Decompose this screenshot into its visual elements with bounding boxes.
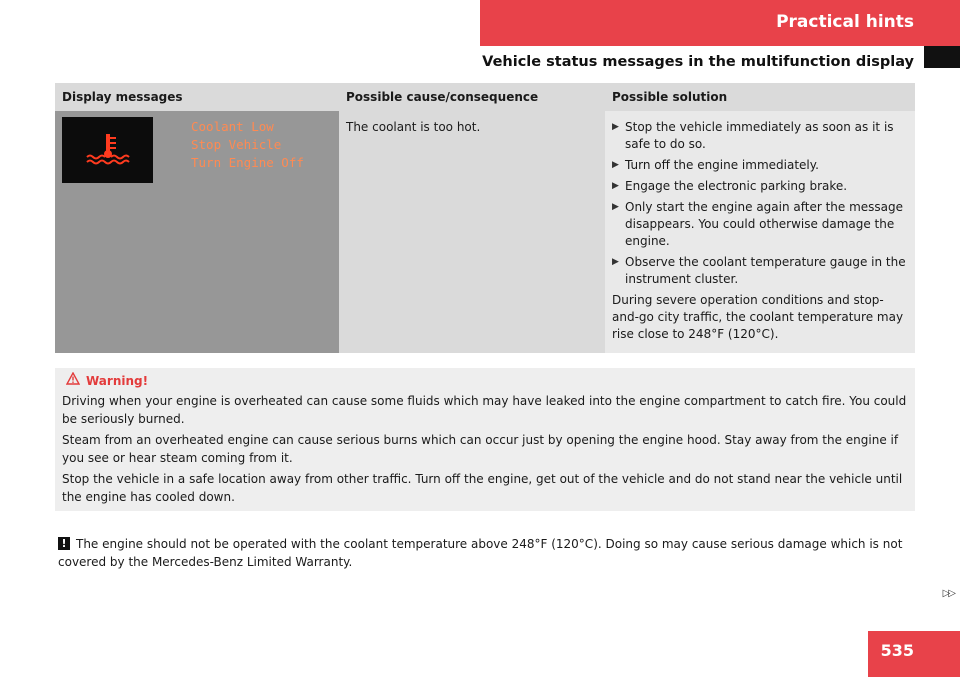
bullet-arrow-icon: ▶ [612,181,619,191]
solution-item [612,199,908,250]
warning-heading [62,372,908,390]
page-number-box [868,631,960,677]
header-possible-solution: Possible solution [605,83,915,111]
cause-cell [339,111,605,353]
solution-item [612,254,908,288]
header-bar [480,0,960,46]
solution-item [612,178,908,195]
display-line: Stop Vehicle [191,137,282,152]
warning-box [55,368,915,511]
header-display-messages: Display messages [55,83,339,111]
warning-paragraph: Driving when your engine is overheated can cause some fluids which may have leaked into the engine compartment to catch fire. You could be seriously burned. [62,394,907,426]
solution-item [612,119,908,153]
page-number: 535 [880,641,914,660]
solution-cell [605,111,915,353]
bullet-arrow-icon: ▶ [612,160,619,170]
caution-note [58,535,914,571]
solution-text: Turn off the engine immediately. [625,158,819,172]
table-header-row [55,83,915,111]
page-subtitle: Vehicle status messages in the multifunction display [482,54,914,70]
solution-item [612,157,908,174]
display-message-cell [55,111,339,353]
display-line: Turn Engine Off [191,155,304,170]
display-line: Coolant Low [191,119,274,134]
solution-text: Stop the vehicle immediately as soon as it is safe to do so. [625,120,894,151]
warning-title: Warning! [86,374,149,388]
caution-text: The engine should not be operated with the coolant temperature above 248°F (120°C). Doing so may cause serious damage which is not covered by the Mercedes-Benz Limited Warranty. [58,537,903,569]
section-title: Practical hints [776,12,914,32]
cause-text: The coolant is too hot. [346,120,481,134]
bullet-arrow-icon: ▶ [612,202,619,212]
warning-paragraph: Steam from an overheated engine can cause serious burns which can occur just by opening the engine hood. Stay away from the engine if you see or hear steam coming from it. [62,433,899,465]
table-row [55,111,915,353]
status-messages-table [55,83,915,353]
coolant-temperature-warning-icon [62,117,153,183]
thumb-tab [924,46,960,68]
bullet-arrow-icon: ▶ [612,257,619,267]
bullet-arrow-icon: ▶ [612,122,619,132]
warning-paragraph: Stop the vehicle in a safe location away from other traffic. Turn off the engine, get out of the vehicle and do not stand near the vehicle until the engine has cooled down. [62,472,903,504]
solution-note: During severe operation conditions and stop-and-go city traffic, the coolant temperature may rise close to 248°F (120°C). [612,293,904,341]
solution-text: Engage the electronic parking brake. [625,179,848,193]
warning-triangle-icon [66,372,80,390]
solution-text: Observe the coolant temperature gauge in the instrument cluster. [625,255,906,286]
caution-exclamation-icon: ! [58,537,70,550]
header-possible-cause: Possible cause/consequence [339,83,605,111]
solution-text: Only start the engine again after the message disappears. You could otherwise damage the engine. [625,200,904,248]
continue-arrows-icon: ▷▷ [942,588,954,599]
display-message-text [191,117,304,347]
